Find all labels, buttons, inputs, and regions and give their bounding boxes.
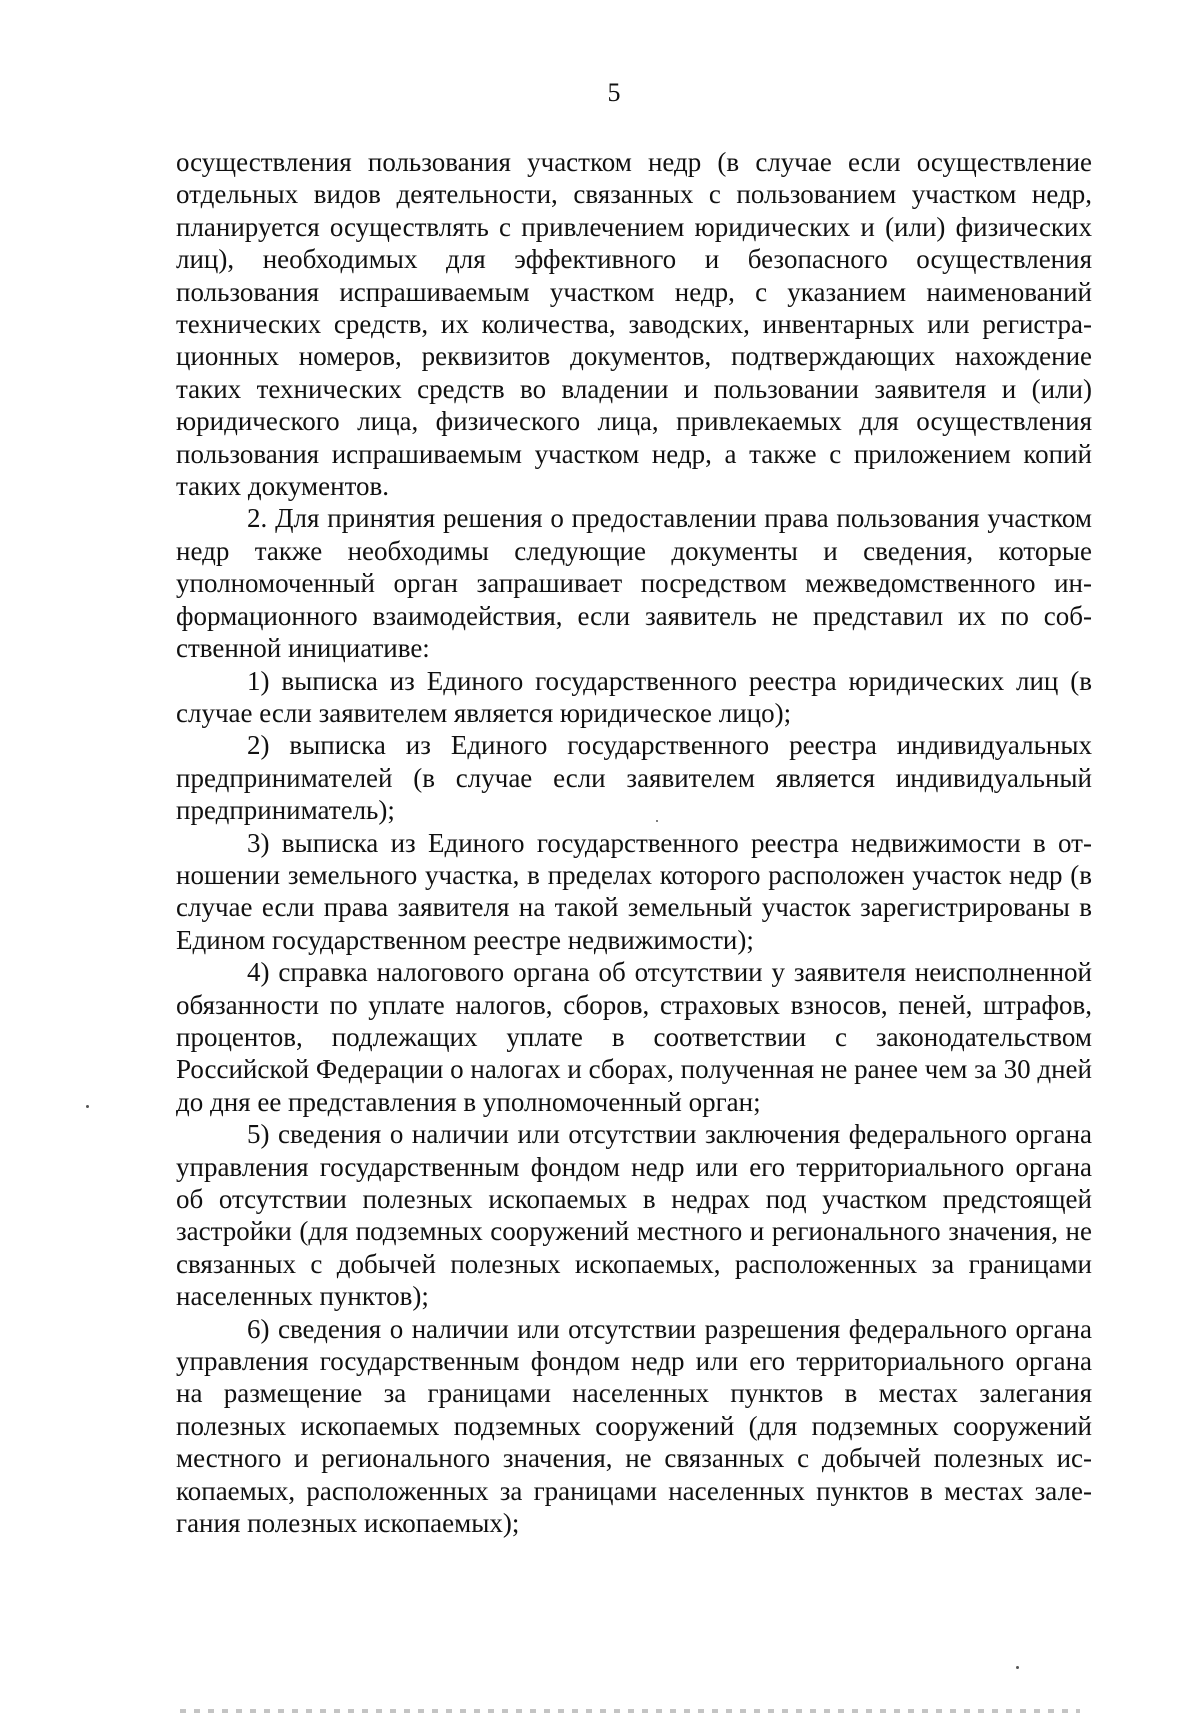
scan-speck [1016, 1666, 1019, 1669]
scan-speck [656, 820, 658, 822]
scan-speck [86, 1105, 89, 1108]
list-item-6: 6) сведения о наличии или отсутствии разрешения федерального органа управления государственным фондом недр или его территориального органа на размещение за границами населенных пунктов в местах залегания полезных ископаемых подземных сооружений (для подземных сооружений местного и регионального значения, не связанных с добычей полезных ископаемых, расположенных за границами населенных пунктов в местах залегания полезных ископаемых); [176, 1313, 1092, 1539]
list-item-5: 5) сведения о наличии или отсутствии заключения федерального органа управления государственным фондом недр или его территориального органа об отсутствии полезных ископаемых в недрах под участком предстоящей застройки (для подземных сооружений местного и регионального значения, не связанных с добычей полезных ископаемых, расположенных за границами населенных пунктов); [176, 1119, 1092, 1312]
page-number: 5 [607, 78, 621, 107]
scan-bottom-edge [180, 1709, 1080, 1713]
list-item-1: 1) выписка из Единого государственного реестра юридических лиц (в случае если заявителем является юридическое лицо); [176, 665, 1092, 728]
paragraph-item-2: 2. Для принятия решения о предоставлении права пользования участком недр также необходимы следующие документы и сведения, которые уполномоченный орган запрашивает посредством межведомственного информационного взаимодействия, если заявитель не представил их по собственной инициативе: [176, 503, 1092, 664]
list-item-3: 3) выписка из Единого государственного реестра недвижимости в отношении земельного участка, в пределах которого расположен участок недр (в случае если права заявителя на такой земельный участок зарегистрированы в Едином государственном реестре недвижимости); [176, 827, 1092, 955]
paragraph-continuation: осуществления пользования участком недр (в случае если осуществление отдельных видов деятельности, связанных с пользованием участком недр, планируется осуществлять с привлечением юридических и (или) физических лиц), необходимых для эффективного и безопасного осуществления пользования испрашиваемым участком недр, с указанием наименований технических средств, их количества, заводских, инвентарных или регистрационных номеров, реквизитов документов, подтверждающих нахождение таких технических средств во владении и пользовании заявителя и (или) юридического лица, физического лица, привлекаемых для осуществления пользования испрашиваемым участком недр, а также с приложением копий таких документов. [176, 147, 1092, 502]
document-body [176, 146, 1092, 1539]
list-item-4: 4) справка налогового органа об отсутствии у заявителя неисполненной обязанности по уплате налогов, сборов, страховых взносов, пеней, штрафов, процентов, подлежащих уплате в соответствии с законодательством Российской Федерации о налогах и сборах, полученная не ранее чем за 30 дней до дня ее представления в уполномоченный орган; [176, 957, 1092, 1117]
list-item-2: 2) выписка из Единого государственного реестра индивидуальных предпринимателей (в случае если заявителем является индивидуальный предприниматель); [176, 730, 1092, 826]
